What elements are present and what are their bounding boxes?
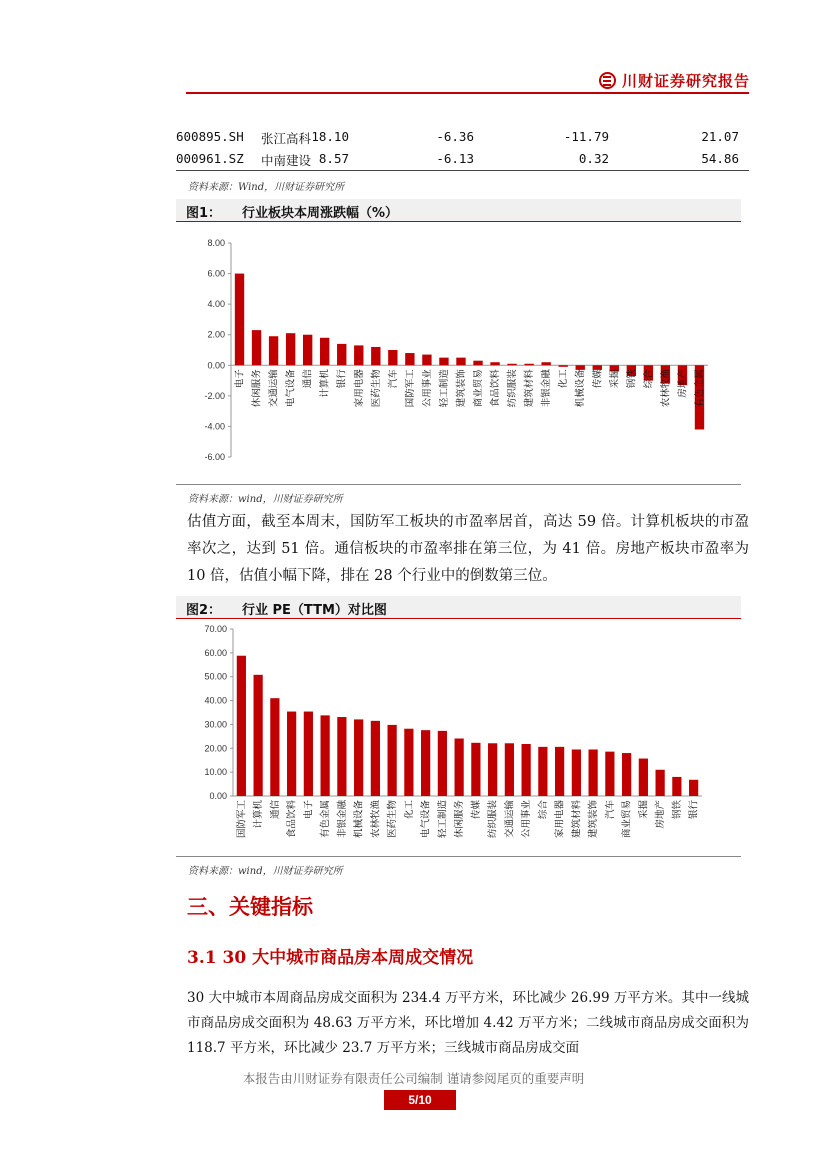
- bar: [354, 719, 363, 796]
- y-tick-label: -6.00: [204, 452, 225, 462]
- bar: [438, 731, 447, 796]
- figure2-bottom-rule: [176, 856, 741, 857]
- bar: [320, 338, 329, 366]
- bar: [593, 365, 602, 370]
- bar: [622, 753, 631, 796]
- y-tick-label: -4.00: [204, 421, 225, 432]
- x-tick-label: 有色金属: [694, 369, 706, 408]
- report-header: [599, 70, 750, 91]
- bar: [303, 335, 312, 366]
- x-tick-label: 食品饮料: [286, 800, 298, 839]
- bar: [421, 730, 430, 796]
- bar: [337, 717, 346, 796]
- bar: [405, 353, 414, 365]
- x-tick-label: 轻工制造: [437, 800, 449, 839]
- x-tick-label: 传媒: [592, 369, 604, 389]
- x-tick-label: 国防军工: [404, 369, 416, 408]
- subsection-heading: 3.1 30 大中城市商品房本周成交情况: [187, 948, 474, 968]
- bar: [456, 358, 465, 366]
- header-rule: [186, 92, 749, 94]
- table-row: [176, 126, 749, 148]
- figure1-source: 资料来源：wind，川财证券研究所: [188, 494, 343, 505]
- bar: [270, 698, 279, 796]
- bar: [605, 752, 614, 796]
- table-cell: -11.79: [563, 129, 609, 144]
- x-tick-label: 汽车: [604, 800, 616, 820]
- figure2-chart: [176, 620, 741, 854]
- stock-code: 000961.SZ: [176, 151, 244, 166]
- bar: [639, 759, 648, 796]
- bar: [286, 333, 295, 365]
- table-cell: 54.86: [701, 151, 739, 166]
- valuation-paragraph: 估值方面，截至本周末，国防军工板块的市盈率居首，高达 59 倍。计算机板块的市盈率次之，达到 51 倍。通信板块的市盈率排在第三位，为 41 倍。房地产板块市盈率为 10 倍，估值小幅下降，排在 28 个行业中的倒数第三位。: [187, 514, 749, 584]
- figure1-chart: [176, 228, 741, 480]
- bar: [252, 330, 261, 365]
- bar: [388, 725, 397, 796]
- bar: [576, 365, 585, 370]
- page-number: 5/10: [384, 1090, 456, 1110]
- bar: [337, 344, 346, 365]
- y-tick-label: 30.00: [204, 719, 227, 730]
- x-tick-label: 化工: [558, 369, 570, 389]
- figure2-source: 资料来源：wind，川财证券研究所: [188, 866, 343, 877]
- bar: [439, 358, 448, 366]
- bar: [572, 749, 581, 796]
- table-cell: 0.32: [578, 151, 609, 166]
- x-tick-label: 纺织服装: [507, 369, 519, 408]
- bar: [287, 712, 296, 796]
- x-tick-label: 纺织服装: [487, 800, 499, 839]
- x-tick-label: 汽车: [387, 369, 399, 389]
- table-cell: -6.36: [436, 129, 474, 144]
- x-tick-label: 休闲服务: [454, 800, 466, 839]
- bar: [656, 770, 665, 796]
- x-tick-label: 非银金融: [541, 369, 553, 408]
- figure2-number: 图2：: [186, 603, 222, 618]
- bar: [237, 656, 246, 796]
- x-tick-label: 电气设备: [285, 369, 297, 408]
- x-tick-label: 公用事业: [421, 369, 433, 408]
- x-tick-label: 钢铁: [626, 369, 638, 389]
- bar: [559, 365, 568, 367]
- x-tick-label: 建筑材料: [524, 369, 536, 408]
- x-tick-label: 银行: [336, 369, 348, 389]
- x-tick-label: 通信: [302, 369, 314, 389]
- bar: [473, 361, 482, 366]
- x-tick-label: 国防军工: [236, 800, 248, 839]
- bar: [507, 364, 516, 366]
- x-tick-label: 机械设备: [575, 369, 587, 408]
- x-tick-label: 机械设备: [353, 800, 365, 839]
- y-tick-label: 4.00: [207, 299, 225, 310]
- bar: [304, 712, 313, 796]
- x-tick-label: 建筑材料: [571, 800, 583, 839]
- bar: [524, 364, 533, 366]
- x-tick-label: 非银金融: [336, 800, 348, 839]
- y-tick-label: 20.00: [204, 743, 227, 754]
- x-tick-label: 房地产: [655, 800, 667, 829]
- table-cell: 21.07: [701, 129, 739, 144]
- bar: [538, 747, 547, 796]
- table-cell: 18.10: [311, 129, 349, 144]
- bar: [672, 777, 681, 796]
- table-cell: -6.13: [436, 151, 474, 166]
- table-source: 资料来源：Wind，川财证券研究所: [188, 182, 345, 193]
- y-tick-label: 60.00: [204, 647, 227, 658]
- figure2-title-bar: [176, 596, 741, 619]
- x-tick-label: 电子: [303, 800, 315, 820]
- bar: [522, 744, 531, 796]
- y-tick-label: 6.00: [207, 268, 225, 279]
- x-tick-label: 采掘: [638, 800, 650, 820]
- bar: [589, 749, 598, 796]
- y-tick-label: 8.00: [207, 238, 225, 248]
- x-tick-label: 食品饮料: [490, 369, 502, 408]
- x-tick-label: 传媒: [470, 800, 482, 820]
- x-tick-label: 家用电器: [353, 369, 365, 408]
- bar: [541, 362, 550, 365]
- transaction-paragraph: 30 大中城市本周商品房成交面积为 234.4 万平方米，环比减少 26.99 万平方米。其中一线城市商品房成交面积为 48.63 万平方米，环比增加 4.42 万平方米；二线城市商品房成交面积为 118.7 平方米，环比减少 23.7 万平方米；三线城市商品房成交面: [187, 990, 749, 1056]
- x-tick-label: 化工: [403, 800, 415, 820]
- bar: [321, 715, 330, 796]
- figure1-bottom-rule: [176, 484, 741, 485]
- y-tick-label: 40.00: [204, 695, 227, 706]
- bar: [254, 675, 263, 796]
- x-tick-label: 农林牧渔: [660, 369, 672, 408]
- x-tick-label: 计算机: [253, 800, 265, 829]
- bar: [404, 729, 413, 796]
- y-tick-label: 0.00: [209, 791, 227, 801]
- section-heading: 三、关键指标: [187, 894, 313, 919]
- x-tick-label: 建筑装饰: [455, 369, 467, 408]
- x-tick-label: 有色金属: [320, 800, 332, 839]
- bar: [471, 743, 480, 796]
- x-tick-label: 公用事业: [521, 800, 533, 839]
- y-tick-label: 70.00: [204, 624, 227, 634]
- bar: [371, 721, 380, 796]
- x-tick-label: 交通运输: [504, 800, 516, 839]
- footer-disclaimer: 本报告由川财证券有限责任公司编制 谨请参阅尾页的重要声明: [242, 1071, 585, 1086]
- x-tick-label: 采掘: [609, 369, 621, 389]
- x-tick-label: 轻工制造: [438, 369, 450, 408]
- bar: [490, 362, 499, 365]
- x-tick-label: 房地产: [677, 369, 689, 398]
- x-tick-label: 钢铁: [671, 800, 683, 820]
- stock-name: 中南建设: [261, 153, 312, 168]
- x-tick-label: 商业贸易: [621, 800, 633, 839]
- x-tick-label: 医药生物: [370, 369, 382, 408]
- x-tick-label: 建筑装饰: [588, 800, 600, 839]
- y-tick-label: 10.00: [204, 767, 227, 778]
- stock-code: 600895.SH: [176, 129, 244, 144]
- figure2-title: 行业 PE（TTM）对比图: [242, 603, 387, 618]
- bar: [388, 350, 397, 365]
- bar: [455, 739, 464, 796]
- x-tick-label: 银行: [688, 800, 700, 820]
- bar: [488, 743, 497, 796]
- x-tick-label: 通信: [269, 800, 281, 820]
- bar: [269, 336, 278, 365]
- figure1-number: 图1：: [186, 206, 222, 221]
- stock-name: 张江高科: [261, 131, 312, 146]
- y-tick-label: 2.00: [207, 329, 225, 340]
- x-tick-label: 综合: [643, 369, 655, 389]
- figure1-title: 行业板块本周涨跌幅（%）: [242, 206, 399, 221]
- x-tick-label: 综合: [537, 800, 549, 820]
- x-tick-label: 农林牧渔: [370, 800, 382, 839]
- y-tick-label: 50.00: [204, 671, 227, 682]
- x-tick-label: 计算机: [319, 369, 331, 398]
- bar: [235, 274, 244, 366]
- bar: [505, 743, 514, 796]
- x-tick-label: 商业贸易: [473, 369, 485, 408]
- bar: [555, 747, 564, 796]
- bar: [371, 347, 380, 365]
- brand-title: 川财证券研究报告: [621, 72, 750, 90]
- table-bottom-rule: [176, 170, 749, 171]
- x-tick-label: 交通运输: [268, 369, 280, 408]
- table-row: [176, 148, 749, 170]
- bar: [354, 345, 363, 365]
- x-tick-label: 家用电器: [554, 800, 566, 839]
- x-tick-label: 医药生物: [387, 800, 399, 839]
- x-tick-label: 休闲服务: [251, 369, 263, 408]
- x-tick-label: 电子: [234, 369, 246, 389]
- x-tick-label: 电气设备: [420, 800, 432, 839]
- bar: [422, 355, 431, 366]
- y-tick-label: 0.00: [207, 360, 225, 371]
- bar: [689, 780, 698, 796]
- table-cell: 8.57: [318, 151, 349, 166]
- figure1-title-bar: [176, 199, 741, 222]
- brand-logo-icon: [599, 72, 616, 89]
- y-tick-label: -2.00: [204, 390, 225, 401]
